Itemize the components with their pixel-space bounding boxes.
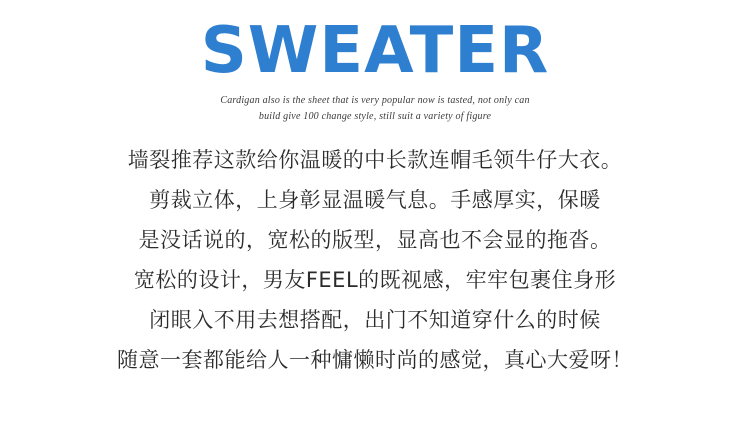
description-line: 宽松的设计，男友FEEL的既视感，牢牢包裹住身形 <box>133 268 617 292</box>
description-line: 闭眼入不用去想搭配，出门不知道穿什么的时候 <box>149 308 601 332</box>
subtitle-line-2: build give 100 change style, still suit a variety of figure <box>258 111 492 122</box>
subtitle-line-1: Cardigan also is the sheet that is very popular now is tasted, not only can <box>220 95 530 106</box>
description-line: 是没话说的，宽松的版型，显高也不会显的拖沓。 <box>138 228 612 252</box>
description-block <box>0 140 750 380</box>
description-line: 随意一套都能给人一种慵懒时尚的感觉，真心大爱呀！ <box>117 348 633 372</box>
description-line: 墙裂推荐这款给你温暖的中长款连帽毛领牛仔大衣。 <box>127 148 623 172</box>
subtitle-block <box>0 93 750 125</box>
page-title: SWEATER <box>200 14 550 88</box>
description-line: 剪裁立体，上身彰显温暖气息。手感厚实，保暖 <box>149 188 601 212</box>
